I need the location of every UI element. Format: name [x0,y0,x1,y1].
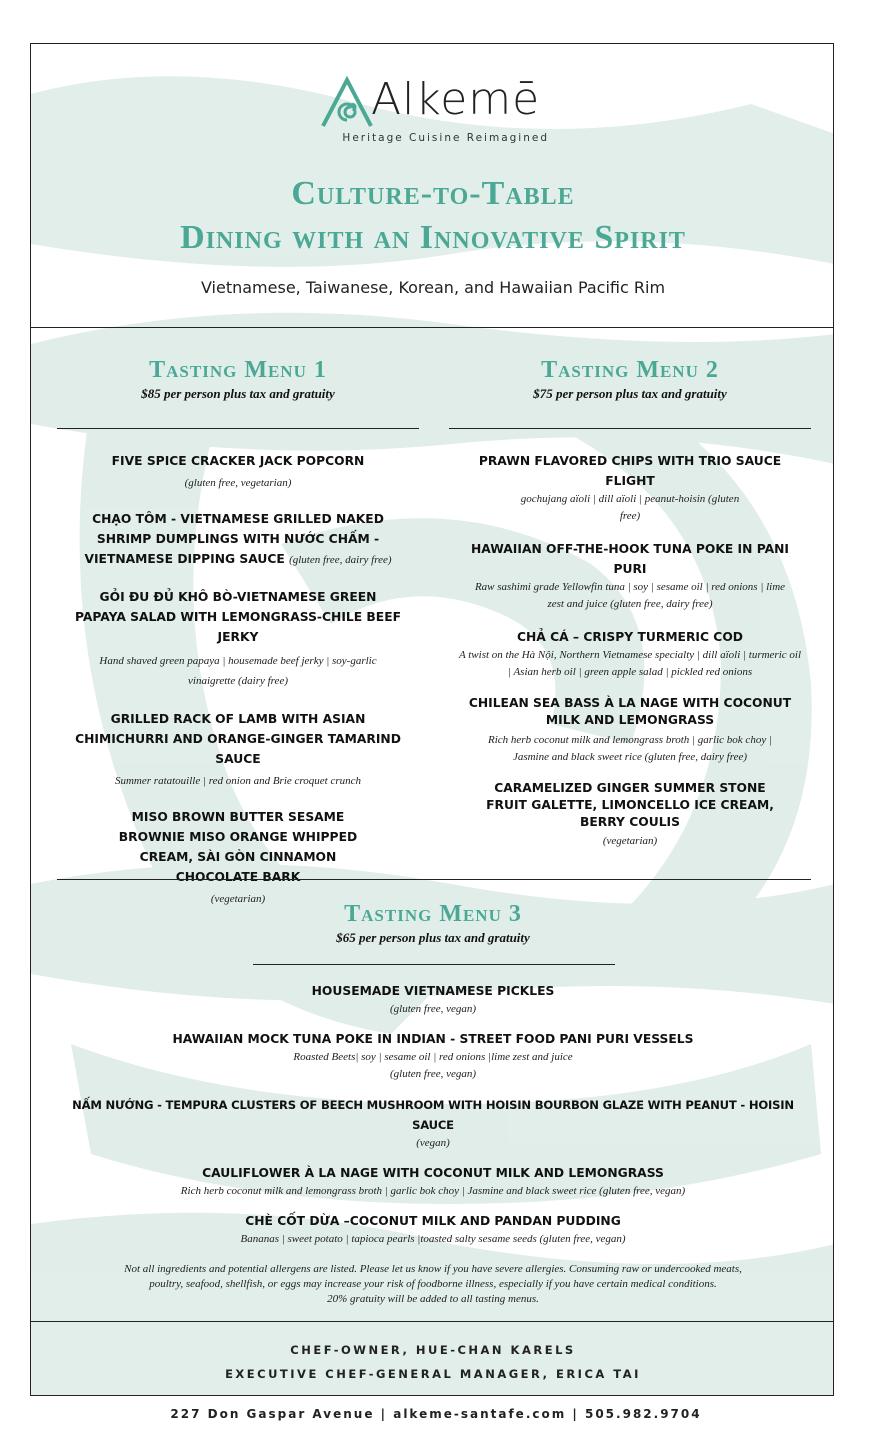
contact-footer: 227 Don Gaspar Avenue | alkeme-santafe.com | 505.982.9704 [170,1407,702,1421]
title-line-2: Dining with an Innovative Spirit [180,219,686,256]
dish-name: GRILLED RACK OF LAMB WITH ASIAN CHIMICHURRI AND ORANGE-GINGER TAMARIND SAUCE [75,712,401,766]
dish-name: CHÈ CỐT DỪA –COCONUT MILK AND PANDAN PUDDING [245,1214,621,1228]
menu-item [453,451,807,525]
tasting-menu-1 [57,357,419,925]
dish-note: Roasted Beets| soy | sesame oil | red onions |lime zest and juice (gluten free, vegan) [293,1051,573,1080]
menu-item [61,807,415,907]
dish-note: Summer ratatouille | red onion and Brie croquet crunch [114,775,361,787]
dish-note: (vegetarian) [602,835,658,847]
menu-1-title: Tasting Menu 1 [149,357,327,383]
dish-name: CAULIFLOWER À LA NAGE WITH COCONUT MILK AND LEMONGRASS [202,1166,664,1180]
page-title [31,172,834,260]
menu-3-title: Tasting Menu 3 [344,901,522,927]
title-line-1: Culture-to-Table [291,175,575,212]
menu-item [61,587,415,691]
menu-1-price: $85 per person plus tax and gratuity [141,386,335,401]
tasting-menu-3 [31,901,834,1265]
dish-note: (vegetarian) [210,893,266,905]
logo-wordmark: Alkemē [371,74,541,125]
divider [31,1321,834,1322]
menu-2-title: Tasting Menu 2 [541,357,719,383]
allergen-disclaimer: Not all ingredients and potential allergens are listed. Please let us know if you have severe allergies. Consuming raw or undercooked meats, poultry, seafood, shellfish, or eggs may increase your risk of foodborne illness, especially if you have certain medical conditions. 20% gratuity will be added to all tasting menus. [124,1263,742,1305]
dish-note: Bananas | sweet potato | tapioca pearls |toasted salty sesame seeds (gluten free, vegan) [240,1233,626,1245]
menu-item [453,627,807,681]
dish-name: CARAMELIZED GINGER SUMMER STONE FRUIT GALETTE, LIMONCELLO ICE CREAM, BERRY COULIS [486,781,774,829]
dish-name: MISO BROWN BUTTER SESAME BROWNIE MISO ORANGE WHIPPED CREAM, SÀI GÒN CINNAMON CHOCOLATE BARK [118,810,358,884]
cuisine-subtitle: Vietnamese, Taiwanese, Korean, and Hawaiian Pacific Rim [200,278,666,297]
dish-name: FIVE SPICE CRACKER JACK POPCORN [111,454,365,468]
chef-credits [31,1338,834,1386]
dish-note: (gluten free, vegan) [389,1003,477,1015]
logo [319,72,549,152]
divider [57,879,811,880]
dish-note: Raw sashimi grade Yellowfin tuna | soy | sesame oil | red onions | lime zest and juice (gluten free, dairy free) [474,581,786,610]
dish-name: PRAWN FLAVORED CHIPS WITH TRIO SAUCE FLIGHT [478,454,782,488]
dish-note: A twist on the Hà Nội, Northern Vietnamese specialty | dill aïoli | turmeric oil | Asian herb oil | green apple salad | pickled red onions [458,649,802,678]
divider [57,428,419,429]
dish-note: (gluten free, vegetarian) [184,477,292,489]
menu-item [61,1211,805,1247]
dish-name: HOUSEMADE VIETNAMESE PICKLES [311,984,555,998]
menu-item [453,539,807,613]
dish-name: CHẢ CÁ – CRISPY TURMERIC COD [516,630,743,644]
divider [253,964,615,965]
chef-owner: CHEF-OWNER, HUE-CHAN KARELS [290,1343,576,1357]
executive-chef: EXECUTIVE CHEF-GENERAL MANAGER, ERICA TAI [225,1367,641,1381]
menu-item [453,695,807,766]
divider [31,327,834,328]
dish-name: CHILEAN SEA BASS À LA NAGE WITH COCONUT MILK AND LEMONGRASS [468,696,792,727]
divider [449,428,811,429]
dish-name: NẤM NƯỚNG - TEMPURA CLUSTERS OF BEECH MUSHROOM WITH HOISIN BOURBON GLAZE WITH PEANUT - HOISIN SAUCE [72,1098,794,1132]
menu-item [453,780,807,849]
menu-card [30,43,834,1396]
dish-note: (vegan) [416,1137,450,1149]
brand-tagline: Heritage Cuisine Reimagined [342,132,549,144]
menu-3-price: $65 per person plus tax and gratuity [336,930,530,945]
menu-item [61,1095,805,1151]
dish-note: gochujang aïoli | dill aïoli | peanut-hoisin (gluten free) [520,493,740,522]
menu-item [61,451,415,491]
menu-item [61,1163,805,1199]
menu-2-price: $75 per person plus tax and gratuity [533,386,727,401]
tasting-menu-2 [449,357,811,867]
dish-name: CHẠO TÔM - VIETNAMESE GRILLED NAKED SHRIMP DUMPLINGS WITH NƯỚC CHẤM - VIETNAMESE DIPPING SAUCE (gluten free, dairy free) [84,512,392,566]
menu-item [61,709,415,789]
menu-item [61,981,805,1017]
header-section [31,44,834,327]
dish-note: Rich herb coconut milk and lemongrass broth | garlic bok choy | Jasmine and black sweet rice (gluten free, dairy free) [488,734,772,763]
menu-item [61,1029,805,1083]
dish-note: Hand shaved green papaya | housemade beef jerky | soy-garlic vinaigrette (dairy free) [99,655,377,687]
dish-note: Rich herb coconut milk and lemongrass broth | garlic bok choy | Jasmine and black sweet rice (gluten free, vegan) [180,1185,686,1197]
menu-item [61,509,415,569]
dish-name: HAWAIIAN OFF-THE-HOOK TUNA POKE IN PANI PURI [471,542,789,576]
dish-name: HAWAIIAN MOCK TUNA POKE IN INDIAN - STREET FOOD PANI PURI VESSELS [172,1032,694,1046]
spiral-a-logo-icon [319,76,375,132]
dish-name: GỎI ĐU ĐỦ KHÔ BÒ-VIETNAMESE GREEN PAPAYA SALAD WITH LEMONGRASS-CHILE BEEF JERKY [75,590,402,644]
